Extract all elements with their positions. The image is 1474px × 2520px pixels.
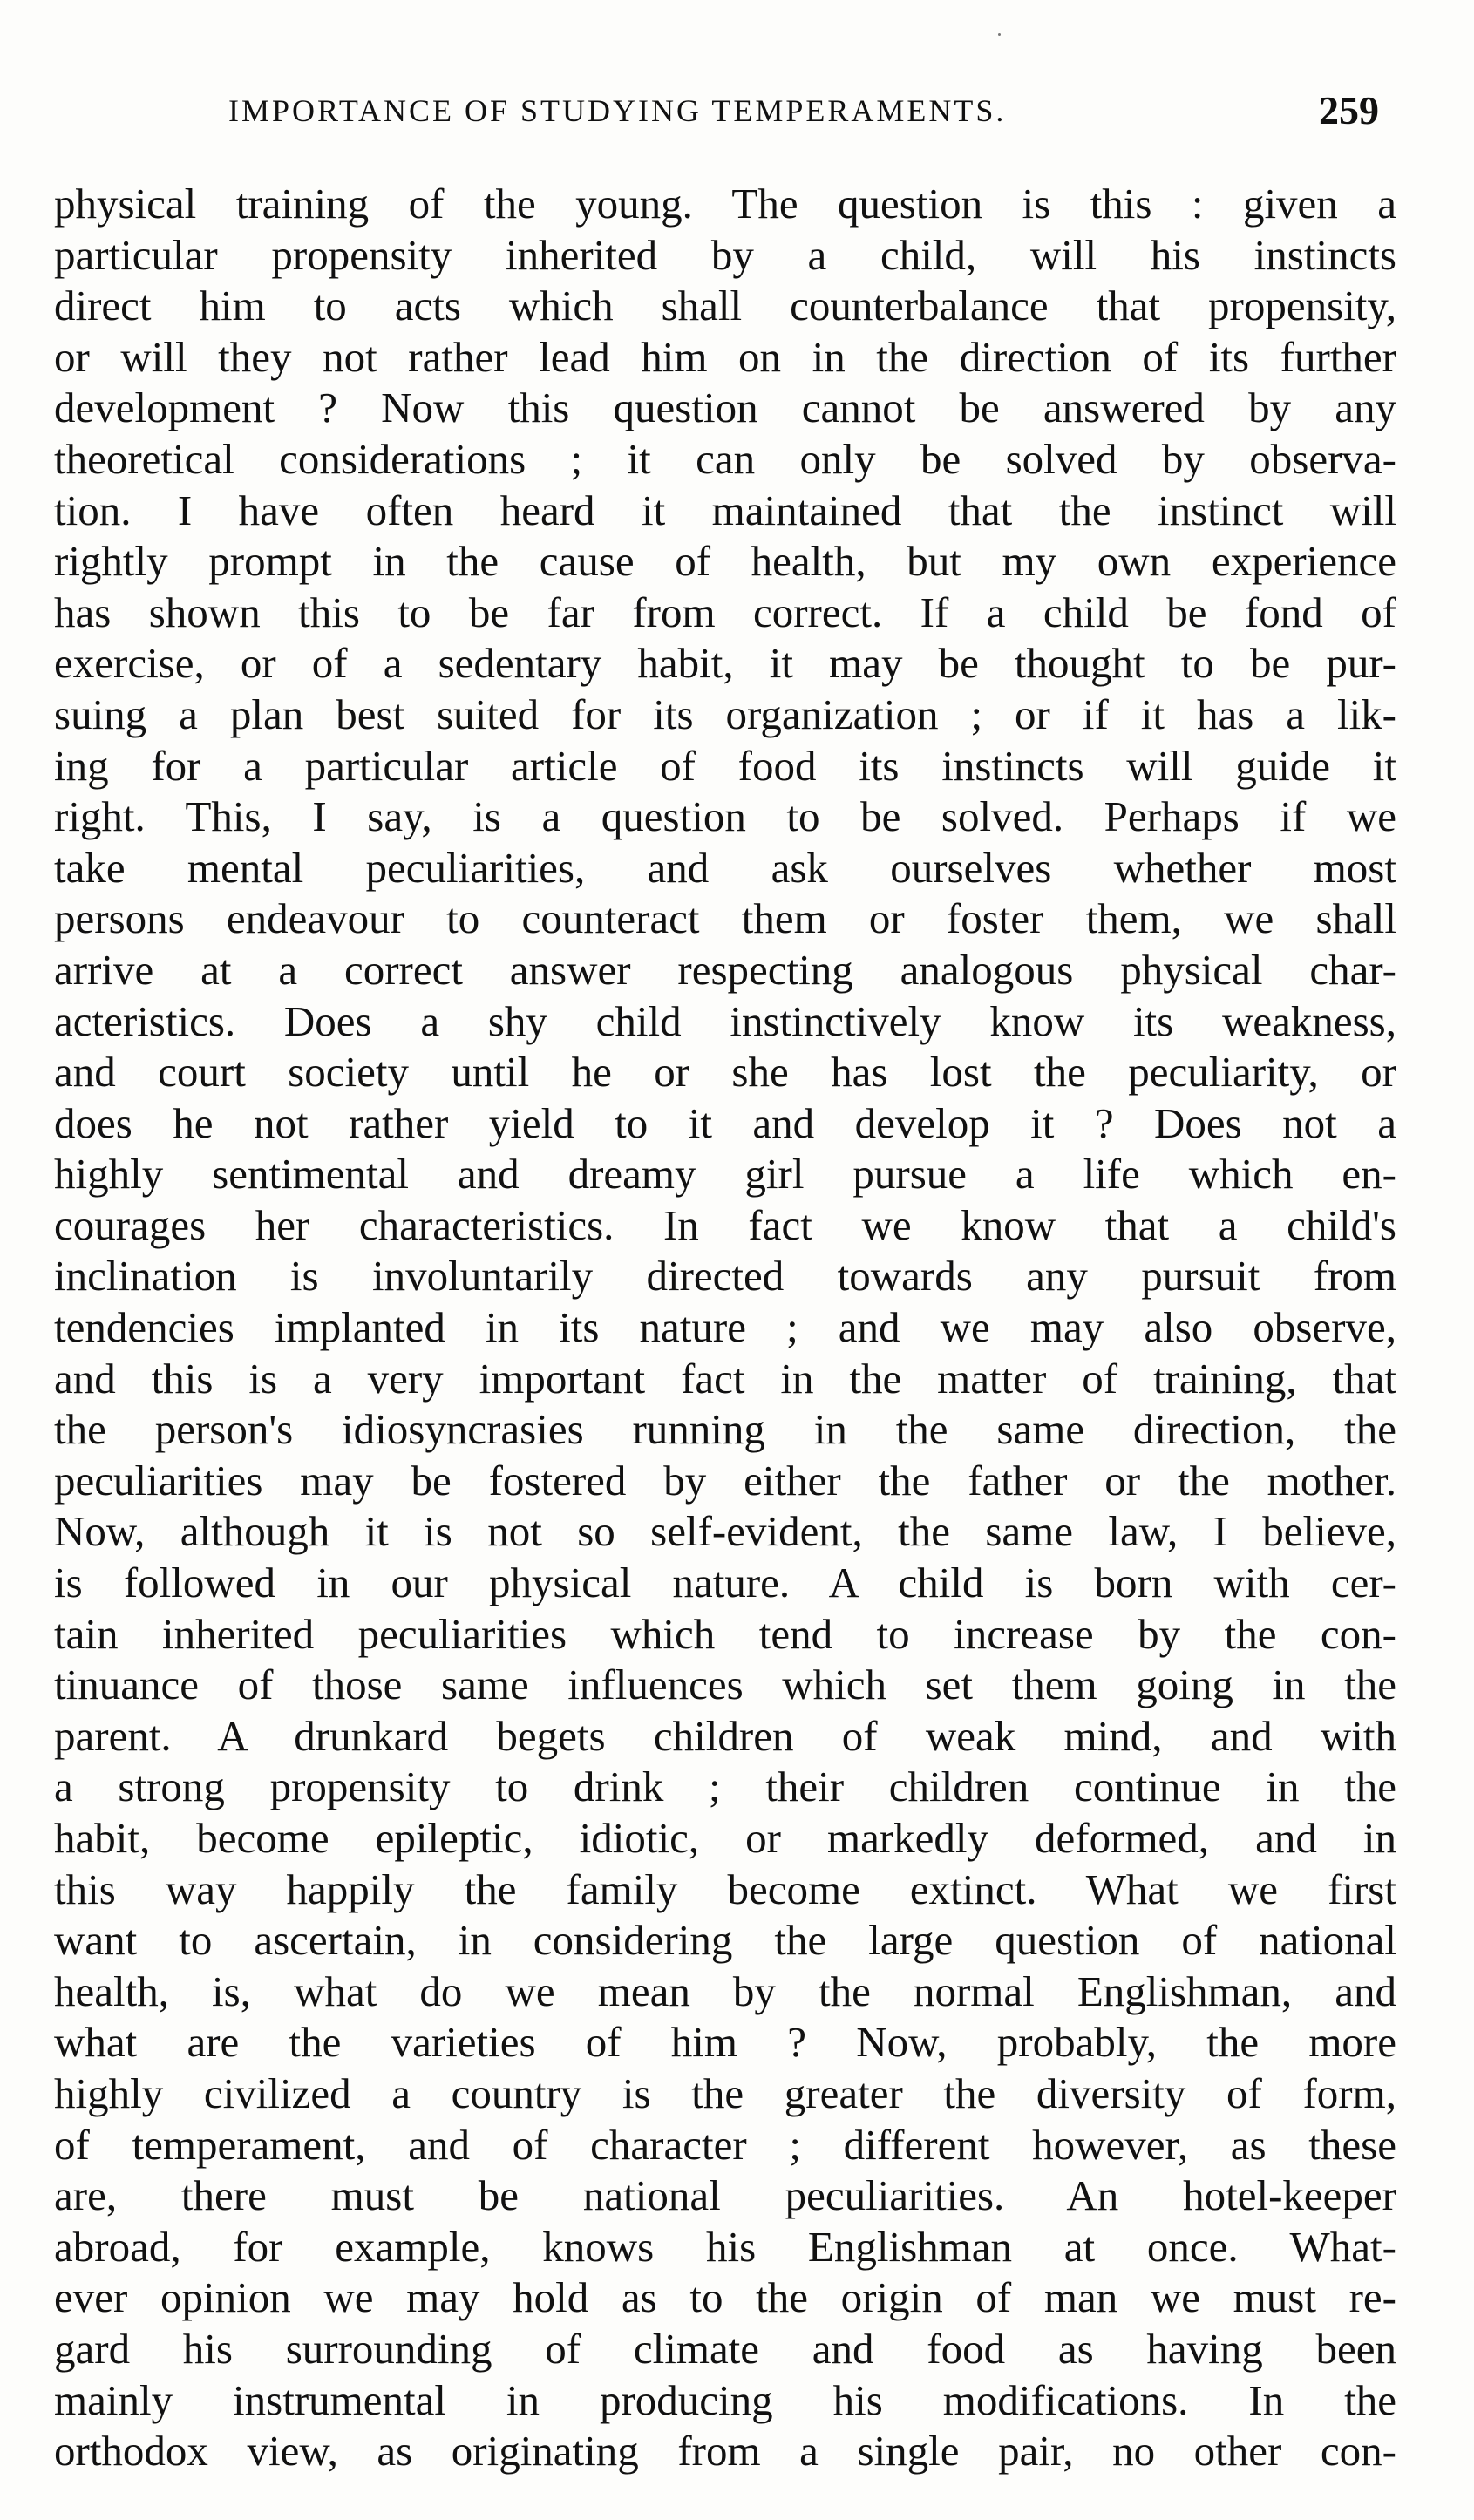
- text-line: highly sentimental and dreamy girl pursue a life which en-: [54, 1150, 1396, 1199]
- text-line: or will they not rather lead him on in the direction of its further: [54, 332, 1396, 381]
- text-line: ever opinion we may hold as to the origin of man we must re-: [54, 2273, 1396, 2322]
- text-line: rightly prompt in the cause of health, but my own experience: [54, 537, 1396, 586]
- text-line: a strong propensity to drink ; their children continue in the: [54, 1763, 1396, 1811]
- text-line: this way happily the family become extinct. What we first: [54, 1865, 1396, 1913]
- text-line: suing a plan best suited for its organization ; or if it has a lik-: [54, 689, 1396, 738]
- text-line: tion. I have often heard it maintained that the instinct will: [54, 486, 1396, 534]
- text-line: arrive at a correct answer respecting analogous physical char-: [54, 945, 1396, 994]
- text-line: mainly instrumental in producing his modifications. In the: [54, 2375, 1396, 2424]
- text-line: parent. A drunkard begets children of weak mind, and with: [54, 1711, 1396, 1760]
- text-line: take mental peculiarities, and ask ourselves whether most: [54, 843, 1396, 892]
- text-line: tain inherited peculiarities which tend to increase by the con-: [54, 1609, 1396, 1658]
- text-line: and court society until he or she has lost the peculiarity, or: [54, 1048, 1396, 1097]
- text-line: health, is, what do we mean by the normal Englishman, and: [54, 1966, 1396, 2015]
- text-line: physical training of the young. The question is this : given a: [54, 180, 1396, 228]
- text-line: habit, become epileptic, idiotic, or markedly deformed, and in: [54, 1814, 1396, 1862]
- text-line: inclination is involuntarily directed towards any pursuit from: [54, 1252, 1396, 1301]
- text-line: acteristics. Does a shy child instinctively know its weakness,: [54, 996, 1396, 1045]
- text-line: development ? Now this question cannot be answered by any: [54, 384, 1396, 432]
- text-line: the person's idiosyncrasies running in the same direction, the: [54, 1405, 1396, 1454]
- text-line: want to ascertain, in considering the large question of national: [54, 1916, 1396, 1965]
- text-line: Now, although it is not so self-evident, the same law, I believe,: [54, 1507, 1396, 1556]
- text-line: is followed in our physical nature. A child is born with cer-: [54, 1559, 1396, 1607]
- text-line: what are the varieties of him ? Now, probably, the more: [54, 2018, 1396, 2067]
- text-line: does he not rather yield to it and develop it ? Does not a: [54, 1098, 1396, 1147]
- running-title: IMPORTANCE OF STUDYING TEMPERAMENTS.: [228, 93, 1007, 128]
- text-line: and this is a very important fact in the matter of training, that: [54, 1354, 1396, 1403]
- text-line: of temperament, and of character ; different however, as these: [54, 2120, 1396, 2169]
- text-line: courages her characteristics. In fact we know that a child's: [54, 1200, 1396, 1249]
- text-line: tinuance of those same influences which set them going in the: [54, 1661, 1396, 1709]
- text-line: are, there must be national peculiarities. An hotel-keeper: [54, 2171, 1396, 2220]
- text-line: peculiarities may be fostered by either the father or the mother.: [54, 1456, 1396, 1505]
- text-line: orthodox view, as originating from a single pair, no other con-: [54, 2427, 1396, 2476]
- text-line: tendencies implanted in its nature ; and we may also observe,: [54, 1303, 1396, 1352]
- text-line: right. This, I say, is a question to be solved. Perhaps if we: [54, 792, 1396, 841]
- text-line: has shown this to be far from correct. If a child be fond of: [54, 588, 1396, 636]
- text-line: highly civilized a country is the greater the diversity of form,: [54, 2068, 1396, 2117]
- text-line: gard his surrounding of climate and food as having been: [54, 2324, 1396, 2373]
- body-text: [54, 179, 1396, 2477]
- text-line: abroad, for example, knows his Englishman at once. What-: [54, 2222, 1396, 2271]
- text-line: ing for a particular article of food its instincts will guide it: [54, 741, 1396, 790]
- text-line: particular propensity inherited by a child, will his instincts: [54, 230, 1396, 279]
- running-head: [54, 87, 1396, 148]
- text-line: exercise, or of a sedentary habit, it may be thought to be pur-: [54, 639, 1396, 688]
- page-number: 259: [1319, 88, 1379, 132]
- text-line: persons endeavour to counteract them or foster them, we shall: [54, 894, 1396, 943]
- paper-speck: [998, 33, 1001, 36]
- text-line: direct him to acts which shall counterbalance that propensity,: [54, 282, 1396, 330]
- text-line: theoretical considerations ; it can only be solved by observa-: [54, 434, 1396, 483]
